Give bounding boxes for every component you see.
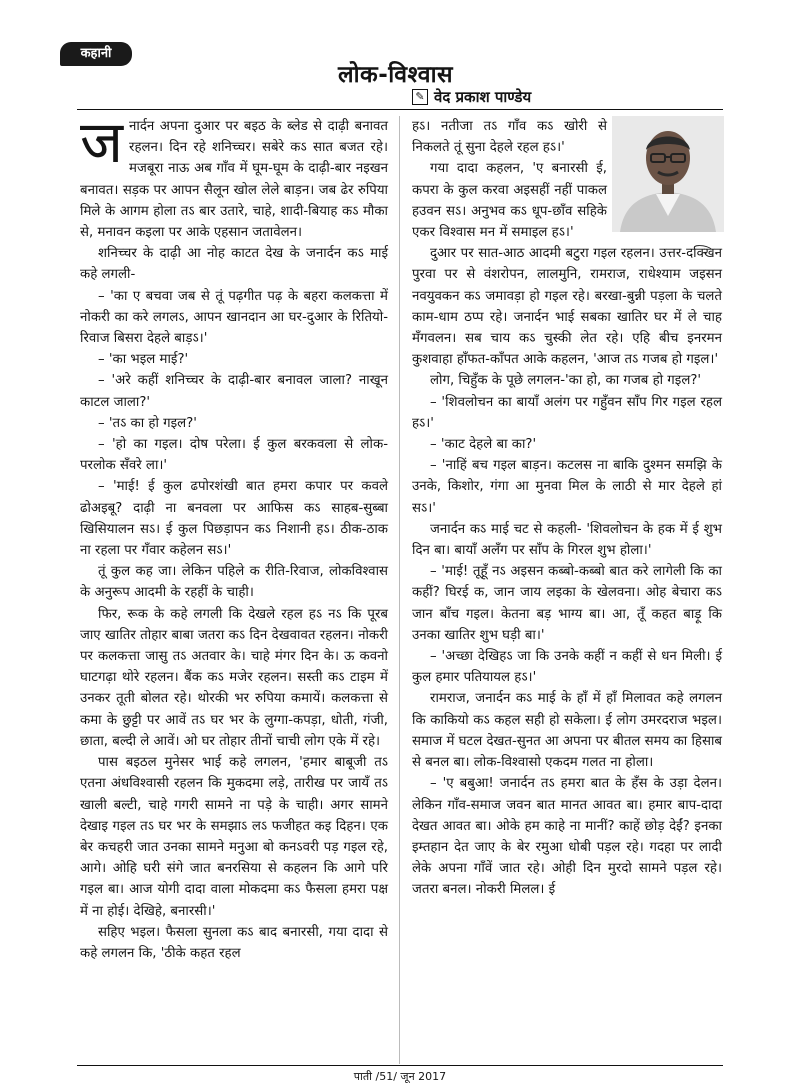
column-divider xyxy=(399,116,400,1064)
dialogue-line: – 'माई! ई कुल ढपोरशंखी बात हमरा कपार पर कवले ढोअइबू? दाढ़ी ना बनवला पर आफिस कऽ साहब-सुब्बा खिसियालन सऽ। ई कुल पिछड़ापन कऽ निशानी हऽ। ठीक-ठाक ना रहला पर गँवार कहेलन सऽ।' xyxy=(80,479,388,559)
dialogue-line: – 'अच्छा देखिहऽ जा कि उनके कहीं न कहीं से धन मिली। ई कुल हमार पतियायल हऽ।' xyxy=(412,649,722,686)
dialogue-line: – 'हो का गइल। दोष परेला। ई कुल बरकवला से लोक-परलोक सँवरे ला।' xyxy=(80,437,388,474)
paragraph: हऽ। नतीजा तऽ गाँव कऽ खोरी से निकलते तूं सुना देहले रहल हऽ।' xyxy=(412,119,607,156)
paragraph: लोग, चिहुँक के पूछे लगलन-'का हो, का गजब हो गइल?' xyxy=(430,373,702,389)
text-beside-photo xyxy=(412,116,607,243)
column-right xyxy=(412,116,722,901)
dialogue-line: – 'शिवलोचन का बायाँ अलंग पर गहुँवन साँप गिर गइल रहल हऽ।' xyxy=(412,394,722,431)
paragraph: सहिए भइल। फैसला सुनला कऽ बाद बनारसी, गया दादा से कहे लगलन कि, 'ठीके कहत रहल xyxy=(80,924,388,961)
dialogue-line: – 'तऽ का हो गइल?' xyxy=(98,415,197,431)
section-tag: कहानी xyxy=(60,42,132,66)
footer-rule xyxy=(77,1065,723,1066)
story-title: लोक-विश्वास xyxy=(338,62,454,88)
drop-cap: ज xyxy=(80,108,124,176)
dialogue-line: – 'नाहिं बच गइल बाड़न। कटलस ना बाकि दुश्मन समझि के उनके, किशोर, गंगा आ मुनवा मिल के लाठी से मार देहले हां सऽ।' xyxy=(412,458,722,516)
paragraph: शनिच्चर के दाढ़ी आ नोह काटत देख के जनार्दन कऽ माई कहे लगली- xyxy=(80,246,388,283)
header-rule xyxy=(77,109,723,110)
column-left xyxy=(80,108,388,964)
paragraph: गया दादा कहलन, 'ए बनारसी ई, कपरा के कुल करवा अइसहीं नहीं पाकल हउवन सऽ। अनुभव कऽ धूप-छाँव सहिके एकर विश्वास मन में समाइल हऽ।' xyxy=(412,161,607,241)
paragraph: रामराज, जनार्दन कऽ माई के हाँ में हाँ मिलावत कहे लगलन कि काकियो कऽ कहल सही हो सकेला। ई लोग उमरदराज भइल। समाज में घटल देखत-सुनत आ अपना पर बीतल समय का हिसाब से बनल बा। लोक-विश्वासो एकदम गलत ना होला। xyxy=(412,691,722,771)
paragraph: फिर, रूक के कहे लगली कि देखले रहल हऽ नऽ कि पूरब जाए खातिर तोहार बाबा जतरा कऽ दिन देखवावत रहलन। नोकरी पर कलकत्ता जासु तऽ अतवार के। चाहे मंगर दिन के। ऊ कवनो घाटगढ़ा थोरे रहलन। बैंक कऽ मजेर रहलन। सस्ती कऽ टाइम में उनकर तूती बोलत रहे। थोरकी भर रुपिया कमायें। कलकत्ता से कमा के छुट्टी पर आवें तऽ घर भर के लुग्गा-कपड़ा, धोती, गंजी, छाता, बल्दी ले आवें। ओ घर तोहार तीनों चाची लोग एके में रहे। xyxy=(80,606,388,749)
paragraph-text: नार्दन अपना दुआर पर बइठ के ब्लेड से दाढ़ी बनावत रहलन। दिन रहे शनिच्चर। सबेरे कऽ सात बजत रहे। मजबूरा नाऊ अब गाँव में घूम-घूम के दाढ़ी-बार नइखन बनावत। सड़क पर आपन सैलून खोल लेले बाड़न। जब ढेर रुपिया मिले के आगम होला तऽ बार उतारे, चाहे, शादी-बियाह कऽ मौका से, मनावन कइला पर आके एहसान जतावेलन। xyxy=(80,119,388,241)
pen-icon: ✎ xyxy=(412,89,428,105)
dialogue-line: – 'का भइल माई?' xyxy=(98,352,189,368)
author-name: वेद प्रकाश पाण्डेय xyxy=(434,88,532,106)
author-byline xyxy=(412,87,531,107)
dialogue-line: – 'का ए बचवा जब से तूं पढ़गीत पढ़ के बहरा कलकत्ता में नोकरी का करे लगलऽ, आपन खानदान आ घर-दुआर के रितियो-रिवाज बिसरा देहले बाड़ऽ।' xyxy=(80,288,388,347)
paragraph xyxy=(80,108,388,243)
dialogue-line: – 'काट देहले बा का?' xyxy=(430,437,537,453)
dialogue-line: – 'अरे कहीं शनिच्चर के दाढ़ी-बार बनावल जाला? नाखून काटल जाला?' xyxy=(80,373,388,410)
paragraph: दुआर पर सात-आठ आदमी बटुरा गइल रहलन। उत्तर-दक्खिन पुरवा पर से वंशरोपन, लालमुनि, रामराज, राधेश्याम जइसन नवयुवकन कऽ जमावड़ा हो गइल रहे। बरखा-बुन्नी पड़ला के चलते काम-धाम ठप्प रहे। जनार्दन भाई सबका खातिर घर में ले चाह मँगवलन। सब चाय कऽ चुस्की लेत रहे। एहि बीच इनरमन कुशवाहा हाँफत-काँपत आके कहलन, 'आज तऽ गजब हो गइल।' xyxy=(412,246,722,368)
dialogue-line: – 'ए बबुआ! जनार्दन तऽ हमरा बात के हँस के उड़ा देलन। लेकिन गाँव-समाज जवन बात मानत आवत बा। हमार बाप-दादा देखत आवत बा। ओके हम काहे ना मानीं? काहें छोड़ देईं? इनका इम्तहान देत जाए के बेर रमुआ धोबी पड़ल रहे। गदहा पर लादी लेके अपना गाँवें जात रहे। ओही दिन मुरदो सामने पड़ल रहे। जतरा बनल। नोकरी मिलल। ई xyxy=(412,776,722,898)
paragraph: जनार्दन कऽ माई चट से कहली- 'शिवलोचन के हक में ई शुभ दिन बा। बायाँ अलँग पर साँप के गिरल शुभ होला।' xyxy=(412,521,722,559)
page-footer: पाती /51/ जून 2017 xyxy=(353,1070,447,1083)
paragraph: तूं कुल कह जा। लेकिन पहिले क रीति-रिवाज, लोकविश्वास के अनुरूप आदमी के रहहीं के चाही। xyxy=(80,564,388,601)
dialogue-line: – 'माई! तूहूँ नऽ अइसन कब्बो-कब्बो बात करे लागेली कि का कहीं? घिरई क, जान जाय लइका के खेलवना। ओह बेचारा कऽ जान बाँच गइल। केतना बड़ भाग्य बा। आ, तूँ कहत बाड़ू कि उनका खातिर शुभ घड़ी बा।' xyxy=(412,564,722,643)
paragraph: पास बइठल मुनेसर भाई कहे लगलन, 'हमार बाबूजी तऽ एतना अंधविश्वासी रहलन कि मुकदमा लड़े, तारीख पर जायँ तऽ खाली बल्टी, चाहे गगरी सामने ना पड़े के चाही। अगर सामने देखाइ गइल तऽ घर भर के समझाऽ लऽ फजीहत कइ दिहन। एक बेर कचहरी जात उनका सामने मनुआ बो कनऽवरी पड़ गइल रहे, आगे। ओहि घरी संगे जात बनरसिया से कहलन कि आगे परि गइल बा। आज योगी दादा वाला मोकदमा कऽ फैसला हमरा पक्ष में ना होई। देखिहे, बनारसी।' xyxy=(80,755,388,919)
